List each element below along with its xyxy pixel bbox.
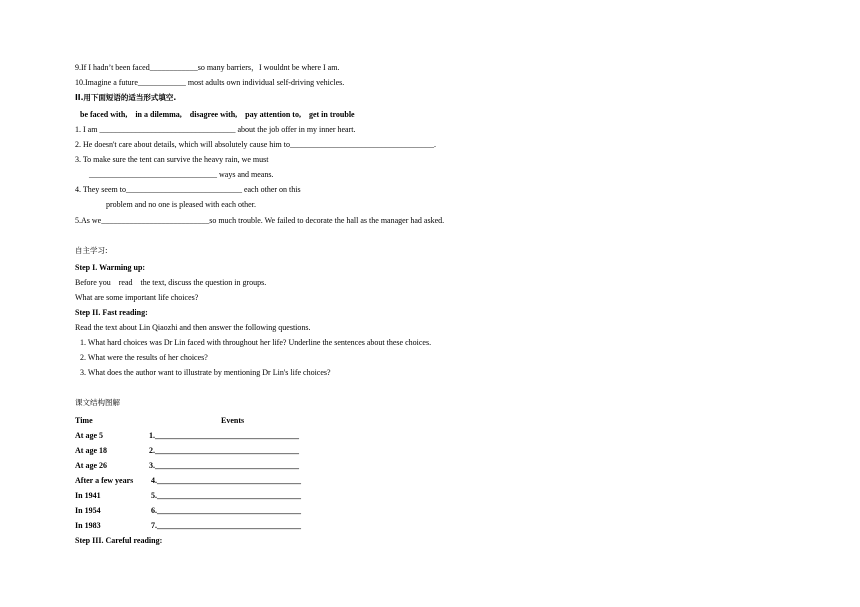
part2-heading: II.用下面短语的适当形式填空. — [75, 93, 177, 102]
column-events: Events — [221, 416, 245, 425]
row-event: 7.____________________________________ — [151, 521, 301, 530]
fill-question-5: 5.As we___________________________so much trouble. We failed to decorate the hall as the manager had asked. — [75, 216, 445, 225]
column-time: Time — [75, 416, 93, 425]
row-time: At age 26 — [75, 461, 107, 470]
row-time: In 1983 — [75, 521, 101, 530]
fill-question-3-cont: ________________________________ ways and means. — [89, 170, 274, 179]
fill-question-2: 2. He doesn't care about details, which will absolutely cause him to____________________________________. — [75, 140, 436, 149]
step2-intro: Read the text about Lin Qiaozhi and then answer the following questions. — [75, 323, 311, 332]
step2-title: Step II. Fast reading: — [75, 308, 148, 317]
fill-question-3: 3. To make sure the tent can survive the heavy rain, we must — [75, 155, 269, 164]
self-study-heading: 自主学习: — [75, 246, 108, 255]
row-event: 4.____________________________________ — [151, 476, 301, 485]
step1-line1: Before you read the text, discuss the question in groups. — [75, 278, 267, 287]
row-event: 6.____________________________________ — [151, 506, 301, 515]
question-10: 10.Imagine a future____________ most adults own individual self-driving vehicles. — [75, 78, 345, 87]
row-event: 3.____________________________________ — [149, 461, 299, 470]
row-time: In 1941 — [75, 491, 101, 500]
row-time: After a few years — [75, 476, 134, 485]
row-event: 5.____________________________________ — [151, 491, 301, 500]
structure-heading: 课文结构图解 — [75, 398, 120, 407]
step2-question-3: 3. What does the author want to illustrate by mentioning Dr Lin's life choices? — [80, 368, 331, 377]
fill-question-1: 1. I am __________________________________ about the job offer in my inner heart. — [75, 125, 356, 134]
row-time: In 1954 — [75, 506, 101, 515]
fill-question-4: 4. They seem to_____________________________ each other on this — [75, 185, 301, 194]
step3-title: Step III. Careful reading: — [75, 536, 163, 545]
step2-question-1: 1. What hard choices was Dr Lin faced with throughout her life? Underline the sentences about these choices. — [80, 338, 432, 347]
row-event: 1.____________________________________ — [149, 431, 299, 440]
step1-line2: What are some important life choices? — [75, 293, 199, 302]
fill-question-4-cont: problem and no one is pleased with each other. — [106, 200, 256, 209]
step1-title: Step I. Warming up: — [75, 263, 146, 272]
row-time: At age 18 — [75, 446, 107, 455]
row-time: At age 5 — [75, 431, 103, 440]
question-9: 9.If I hadn’t been faced____________so many barriers，I wouldnt be where I am. — [75, 63, 340, 72]
phrase-bank: be faced with, in a dilemma, disagree with, pay attention to, get in trouble — [80, 110, 355, 119]
step2-question-2: 2. What were the results of her choices? — [80, 353, 208, 362]
row-event: 2.____________________________________ — [149, 446, 299, 455]
